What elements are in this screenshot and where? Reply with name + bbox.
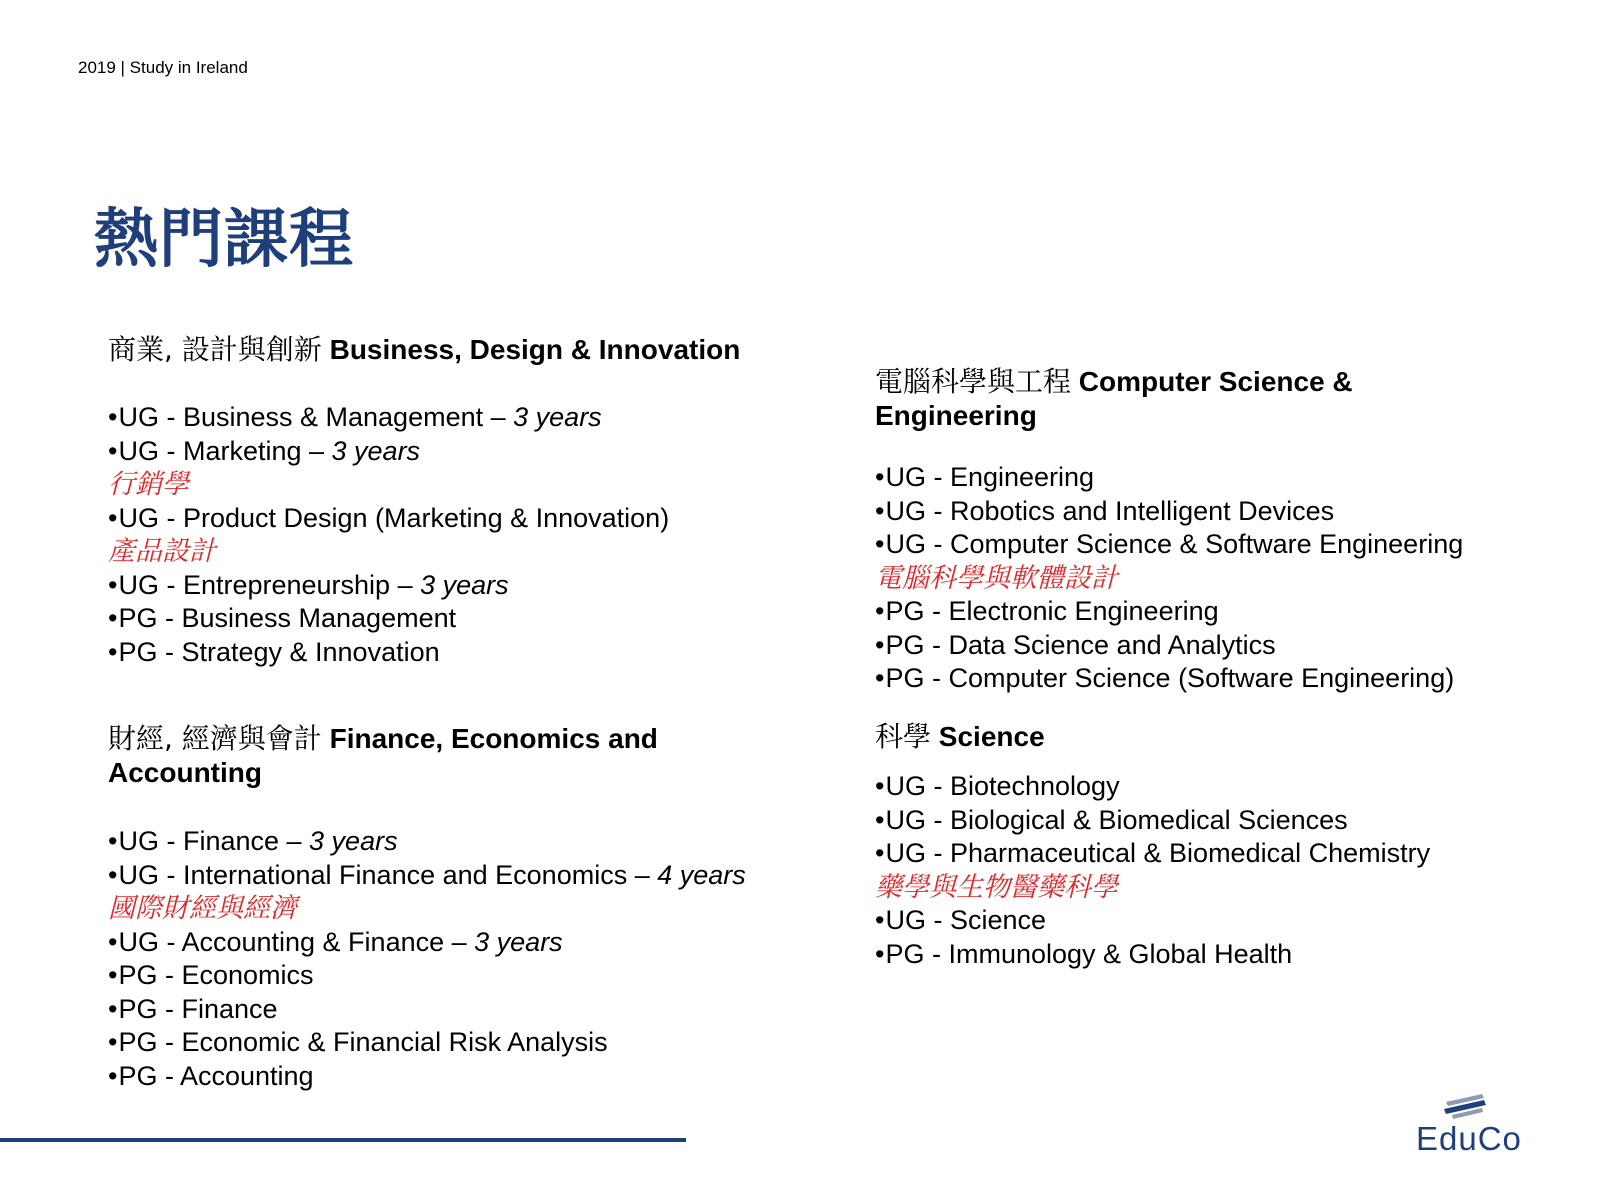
course-title: PG - Accounting — [118, 1060, 314, 1091]
course-title: PG - Economics — [118, 960, 314, 990]
section-heading-zh: 商業, 設計與創新 — [108, 333, 322, 366]
section-business — [108, 333, 740, 669]
bullet-icon: • — [108, 926, 118, 957]
bullet-icon: • — [108, 1060, 118, 1091]
course-item — [875, 595, 1463, 629]
bullet-icon: • — [108, 502, 118, 533]
bullet-icon: • — [875, 529, 885, 559]
bullet-icon: • — [108, 636, 118, 667]
course-title: PG - Electronic Engineering — [885, 596, 1219, 626]
course-note-zh: 產品設計 — [108, 536, 216, 567]
section-computer-science — [875, 365, 1463, 696]
header-tag: 2019 | Study in Ireland — [78, 58, 248, 77]
course-title: PG - Computer Science (Software Engineering) — [885, 663, 1455, 693]
educo-logo — [1416, 1090, 1526, 1160]
course-item — [108, 1026, 746, 1060]
course-duration: 3 years — [331, 435, 421, 466]
course-title: UG - Biotechnology — [885, 771, 1120, 801]
course-list — [875, 770, 1430, 971]
course-item — [108, 1060, 746, 1094]
footer-divider — [0, 1138, 686, 1142]
course-title: UG - Marketing – — [118, 435, 332, 466]
course-duration: 4 years — [657, 859, 746, 890]
course-title: PG - Economic & Financial Risk Analysis — [118, 1027, 608, 1057]
course-duration: 3 years — [513, 402, 602, 432]
section-heading-en: Finance, Economics and — [329, 723, 658, 754]
course-item — [875, 495, 1463, 529]
bullet-icon: • — [875, 804, 885, 835]
bullet-icon: • — [875, 629, 885, 660]
section-heading-en-line2: Engineering — [875, 400, 1037, 431]
course-item — [875, 904, 1430, 938]
section-heading-zh: 科學 — [875, 720, 932, 753]
section-heading — [875, 720, 1430, 754]
course-title: UG - Pharmaceutical & Biomedical Chemistry — [885, 838, 1431, 868]
bullet-icon: • — [108, 960, 118, 990]
course-title: UG - Biological & Biomedical Sciences — [885, 804, 1348, 835]
course-item — [108, 959, 746, 993]
course-item — [875, 629, 1463, 663]
course-title: UG - Product Design (Marketing & Innovation) — [118, 502, 670, 533]
course-item — [108, 602, 740, 636]
section-finance — [108, 722, 746, 1093]
bullet-icon: • — [875, 838, 885, 868]
course-item — [875, 528, 1463, 562]
course-note-zh: 行銷學 — [108, 469, 189, 500]
course-title: UG - Accounting & Finance – — [118, 926, 475, 957]
course-list — [875, 461, 1463, 696]
course-item — [875, 770, 1430, 804]
bullet-icon: • — [108, 569, 118, 600]
bullet-icon: • — [875, 596, 885, 626]
bullet-icon: • — [108, 435, 118, 466]
course-item — [108, 401, 740, 435]
section-heading — [108, 722, 746, 790]
section-heading-zh: 財經, 經濟與會計 — [108, 722, 322, 755]
bullet-icon: • — [108, 826, 118, 856]
course-duration: 3 years — [474, 926, 563, 957]
course-title: UG - Finance – — [118, 826, 310, 856]
course-title: UG - Entrepreneurship – — [118, 569, 421, 600]
course-title: PG - Strategy & Innovation — [118, 636, 440, 667]
course-title: UG - Science — [885, 905, 1047, 935]
course-item — [875, 938, 1430, 972]
page-title: 熱門課程 — [94, 203, 354, 277]
bullet-icon: • — [875, 905, 885, 935]
course-title: PG - Finance — [118, 993, 278, 1024]
course-note-zh: 藥學與生物醫藥科學 — [875, 871, 1118, 903]
course-note-zh: 電腦科學與軟體設計 — [875, 562, 1118, 594]
course-title: PG - Business Management — [118, 603, 457, 633]
logo-text: EduCo — [1416, 1120, 1522, 1157]
course-title: UG - Robotics and Intelligent Devices — [885, 495, 1335, 526]
section-heading — [108, 333, 740, 367]
bullet-icon: • — [875, 495, 885, 526]
bullet-icon: • — [108, 1027, 118, 1057]
course-item — [108, 569, 740, 603]
course-item — [108, 435, 740, 469]
section-heading-en: Business, Design & Innovation — [329, 334, 741, 365]
course-title: PG - Data Science and Analytics — [885, 629, 1276, 660]
course-title: UG - Engineering — [885, 462, 1095, 492]
course-item — [875, 461, 1463, 495]
section-heading-zh: 電腦科學與工程 — [875, 365, 1072, 398]
course-item — [875, 662, 1463, 696]
course-duration: 3 years — [309, 826, 398, 856]
course-item — [108, 502, 740, 536]
bullet-icon: • — [875, 462, 885, 492]
course-item — [875, 837, 1430, 871]
course-item — [108, 859, 746, 893]
course-item — [108, 636, 740, 670]
bullet-icon: • — [108, 402, 118, 432]
bullet-icon: • — [875, 938, 885, 969]
section-heading-en: Computer Science & — [1078, 366, 1353, 397]
course-item — [875, 804, 1430, 838]
bullet-icon: • — [875, 771, 885, 801]
section-heading-en-line2: Accounting — [108, 757, 262, 788]
course-note-zh: 國際財經與經濟 — [108, 893, 297, 924]
section-heading — [875, 365, 1463, 433]
course-list — [108, 825, 746, 1093]
course-item — [108, 993, 746, 1027]
course-title: UG - Computer Science & Software Engineering — [885, 529, 1464, 559]
stacked-bars-logo-icon — [1442, 1090, 1488, 1120]
bullet-icon: • — [875, 663, 885, 693]
course-item — [108, 825, 746, 859]
bullet-icon: • — [108, 993, 118, 1024]
course-list — [108, 401, 740, 669]
section-science — [875, 720, 1430, 971]
course-title: UG - Business & Management – — [118, 402, 514, 432]
bullet-icon: • — [108, 603, 118, 633]
bullet-icon: • — [108, 859, 118, 890]
course-item — [108, 926, 746, 960]
course-duration: 3 years — [420, 569, 509, 600]
course-title: UG - International Finance and Economics – — [118, 859, 658, 890]
course-title: PG - Immunology & Global Health — [885, 938, 1293, 969]
section-heading-en: Science — [938, 721, 1045, 752]
